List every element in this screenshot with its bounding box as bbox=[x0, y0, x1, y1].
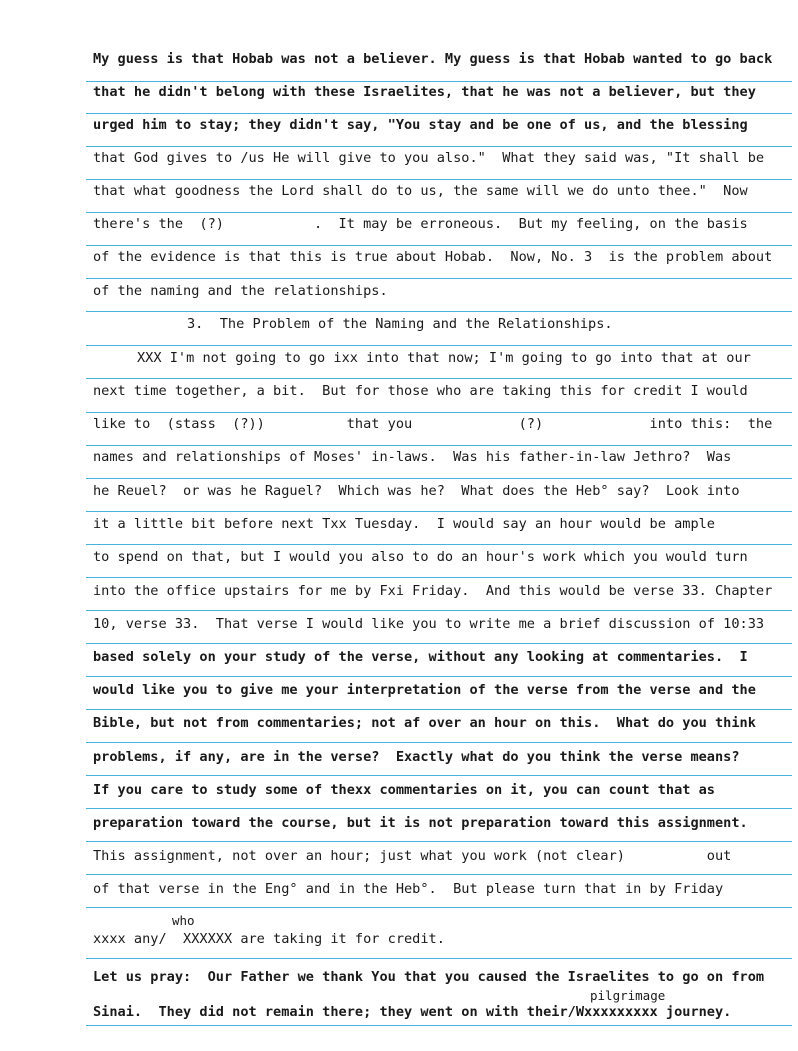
text-line: My guess is that Hobab was not a believer. My guess is that Hobab wanted to go back bbox=[93, 51, 773, 67]
text-line: preparation toward the course, but it is not preparation toward this assignment. bbox=[93, 815, 748, 831]
text-line: of that verse in the Eng° and in the Heb°. But please turn that in by Friday bbox=[93, 881, 724, 897]
text-line: of the evidence is that this is true about Hobab. Now, No. 3 is the problem about bbox=[93, 249, 773, 265]
text-line: Let us pray: Our Father we thank You that you caused the Israelites to go on from bbox=[93, 969, 765, 985]
text-line: XXX I'm not going to go ixx into that now; I'm going to go into that at our bbox=[137, 350, 751, 366]
text-line: xxxx any/ XXXXXX are taking it for credit. bbox=[93, 931, 445, 947]
text-line: that God gives to /us He will give to you also." What they said was, "It shall be bbox=[93, 150, 765, 166]
text-line: that what goodness the Lord shall do to us, the same will we do unto thee." Now bbox=[93, 183, 748, 199]
text-line: If you care to study some of thexx commentaries on it, you can count that as bbox=[93, 782, 715, 798]
text-line: into the office upstairs for me by Fxi Friday. And this would be verse 33. Chapter bbox=[93, 583, 773, 599]
section-heading: 3. The Problem of the Naming and the Relationships. bbox=[187, 316, 613, 332]
text-line: of the naming and the relationships. bbox=[93, 283, 388, 299]
text-line: there's the (?) . It may be erroneous. But my feeling, on the basis bbox=[93, 216, 748, 232]
text-line: Sinai. They did not remain there; they went on with their/Wxxxxxxxxx journey. bbox=[93, 1004, 732, 1020]
text-line: he Reuel? or was he Raguel? Which was he? What does the Heb° say? Look into bbox=[93, 483, 740, 499]
text-line: Bible, but not from commentaries; not af over an hour on this. What do you think bbox=[93, 715, 756, 731]
text-line: 10, verse 33. That verse I would like you to write me a brief discussion of 10:33 bbox=[93, 616, 765, 632]
interlinear-insertion: pilgrimage bbox=[590, 988, 666, 1003]
text-line: next time together, a bit. But for those who are taking this for credit I would bbox=[93, 383, 748, 399]
text-line: based solely on your study of the verse, without any looking at commentaries. I bbox=[93, 649, 748, 665]
text-line: it a little bit before next Txx Tuesday. I would say an hour would be ample bbox=[93, 516, 715, 532]
text-line: problems, if any, are in the verse? Exactly what do you think the verse means? bbox=[93, 749, 740, 765]
text-line: This assignment, not over an hour; just what you work (not clear) out bbox=[93, 848, 732, 864]
text-line: would like you to give me your interpretation of the verse from the verse and the bbox=[93, 682, 756, 698]
text-line: names and relationships of Moses' in-laws. Was his father-in-law Jethro? Was bbox=[93, 449, 732, 465]
text-line: that he didn't belong with these Israelites, that he was not a believer, but they bbox=[93, 84, 756, 100]
text-line: to spend on that, but I would you also to do an hour's work which you would turn bbox=[93, 549, 748, 565]
interlinear-insertion: who bbox=[172, 913, 195, 928]
text-line: urged him to stay; they didn't say, "You stay and be one of us, and the blessing bbox=[93, 117, 748, 133]
text-line: like to (stass (?)) that you (?) into this: the bbox=[93, 416, 773, 432]
